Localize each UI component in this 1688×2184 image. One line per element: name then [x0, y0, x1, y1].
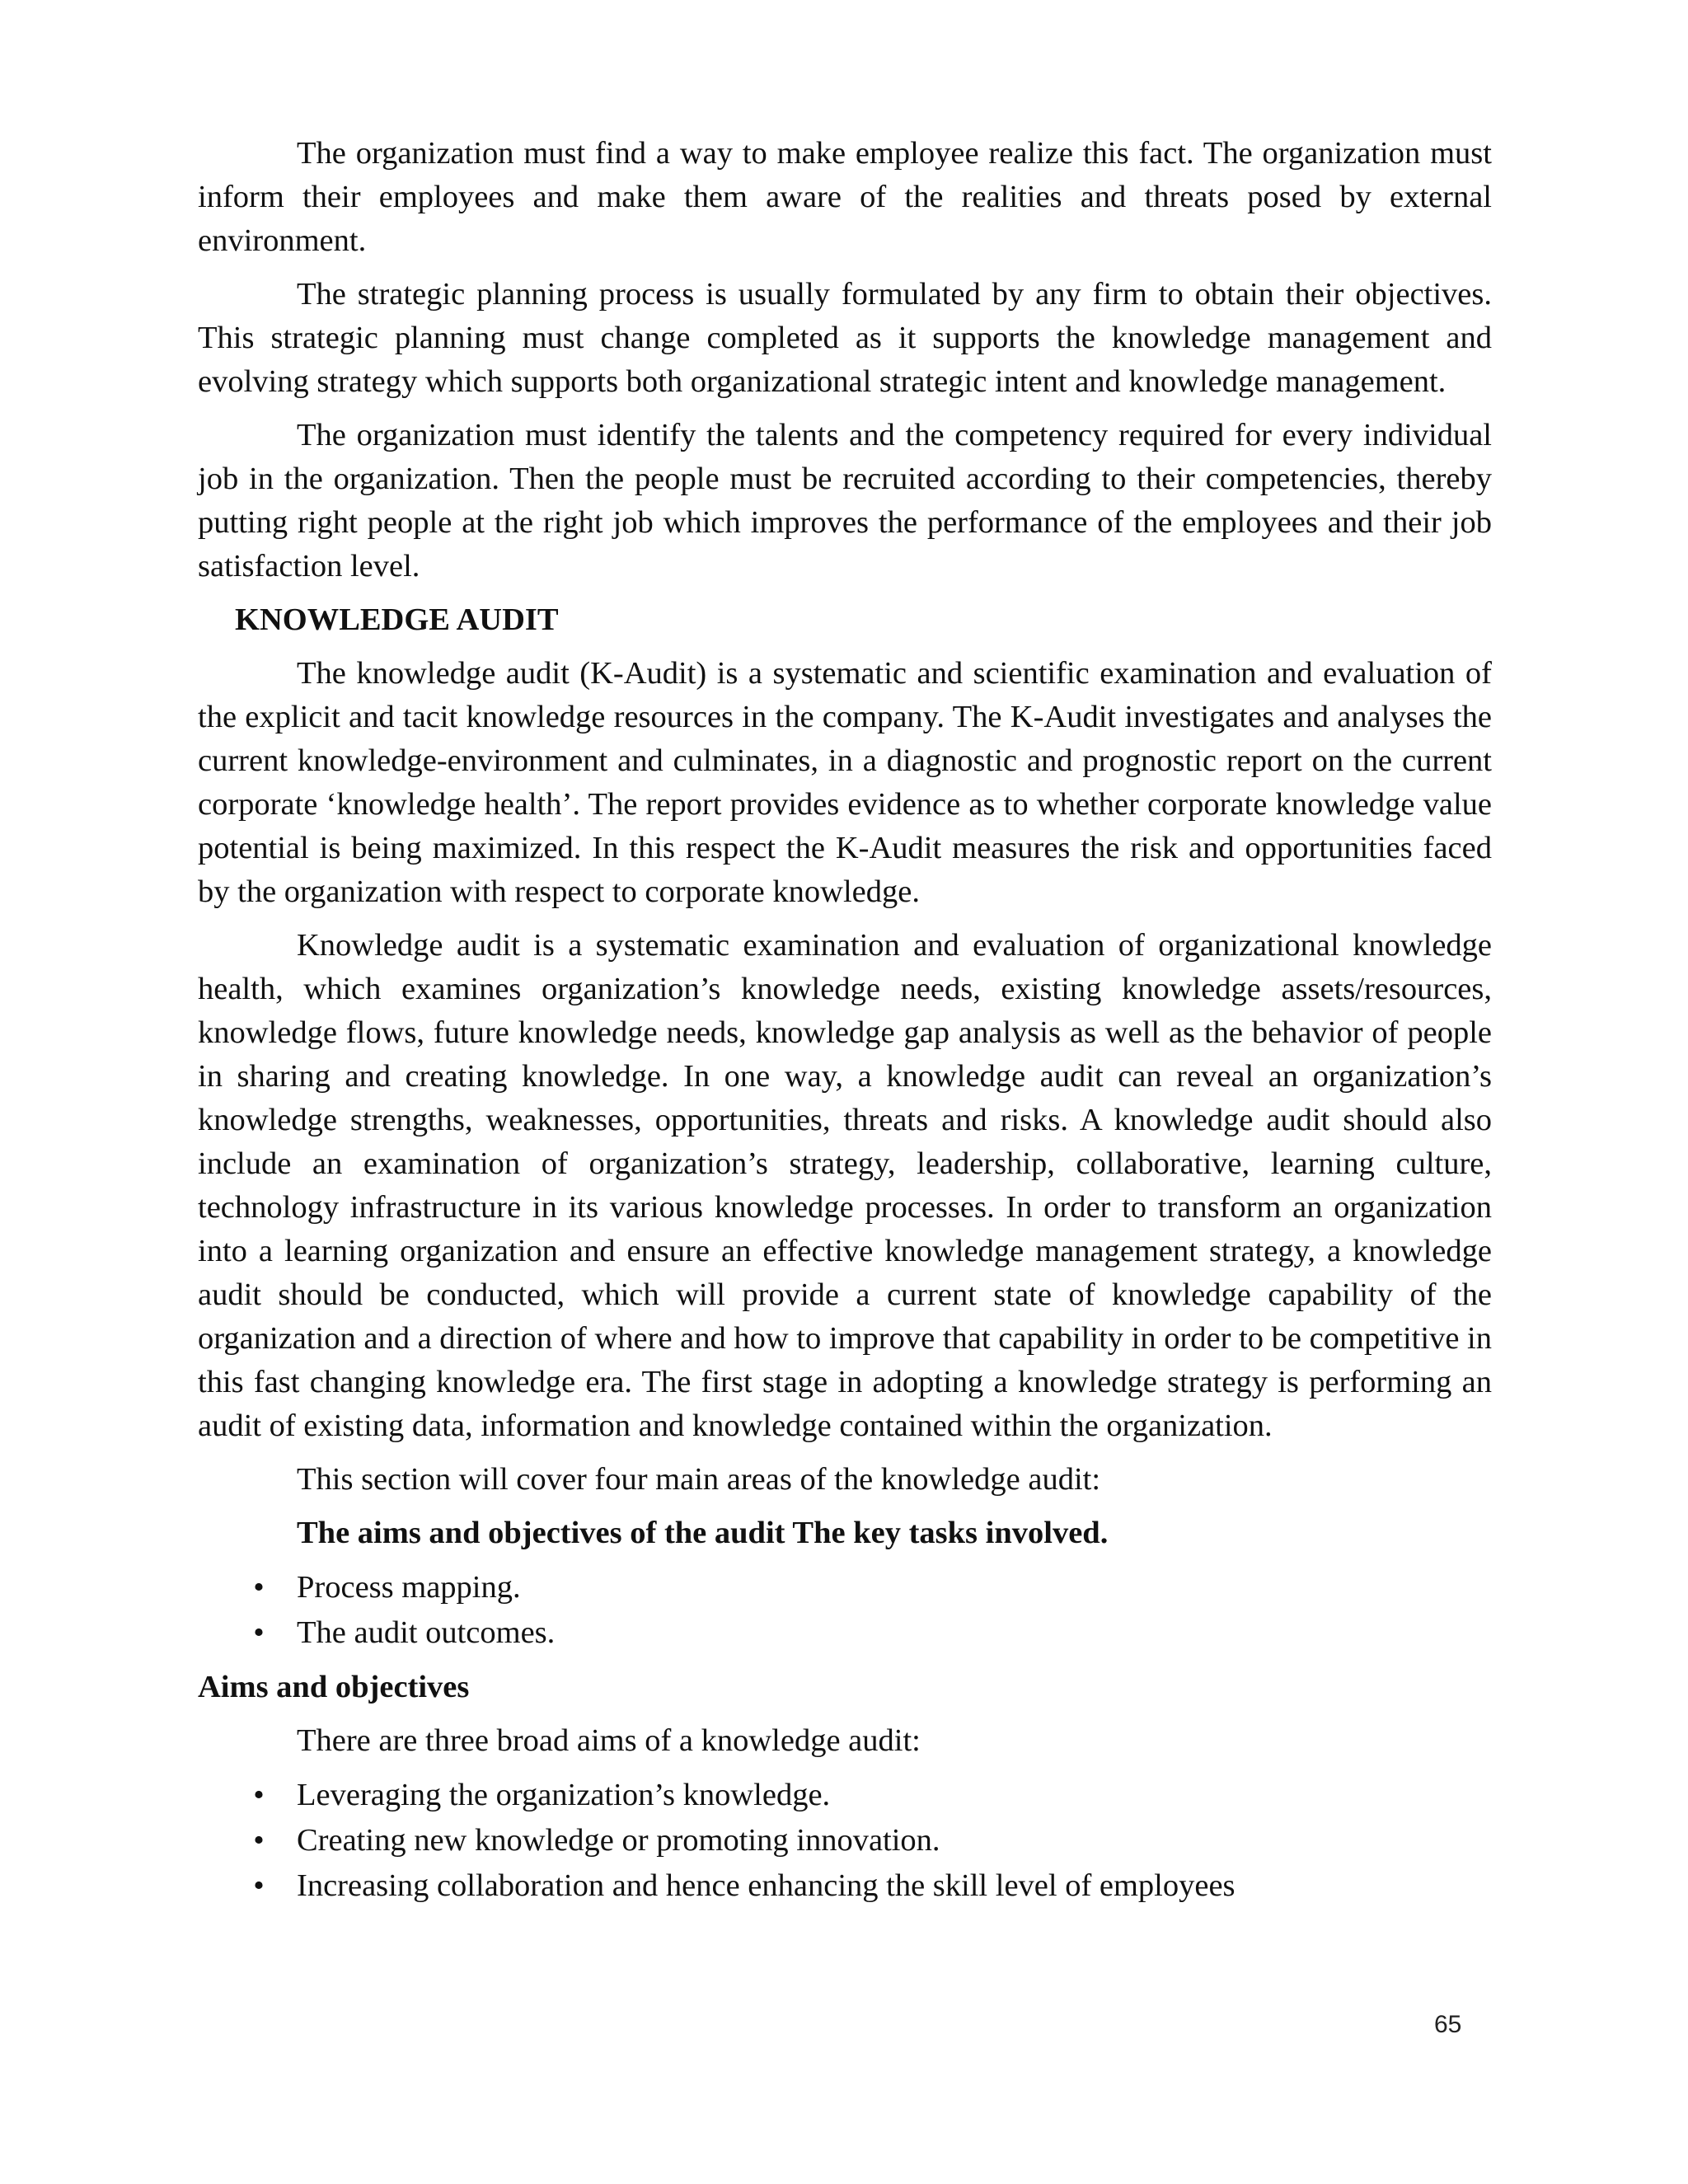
bullet-icon: •	[253, 1615, 265, 1650]
list-item	[198, 1818, 1492, 1863]
list-item-text: Process mapping.	[297, 1570, 521, 1605]
list-item	[198, 1773, 1492, 1818]
bullet-icon: •	[253, 1823, 265, 1858]
list-item	[198, 1863, 1492, 1909]
aims-key-tasks-line: The aims and objectives of the audit The key tasks involved.	[297, 1516, 1109, 1550]
paragraph-talent-competency: The organization must identify the talents and the competency required for every individual job in the organization. Then the people must be recruited according to their competencies, thereby putting right people at the right job which improves the performance of the employees and their job satisfaction level.	[198, 418, 1492, 583]
bullet-icon: •	[253, 1570, 265, 1605]
bullet-icon: •	[253, 1868, 265, 1903]
audit-areas-list	[198, 1565, 1492, 1656]
section-intro: This section will cover four main areas of the knowledge audit:	[297, 1462, 1101, 1497]
aims-intro: There are three broad aims of a knowledge audit:	[297, 1723, 921, 1758]
list-item	[198, 1565, 1492, 1610]
list-item-text: The audit outcomes.	[297, 1615, 556, 1650]
paragraph-k-audit-examination: Knowledge audit is a systematic examination and evaluation of organizational knowledge health, which examines organization’s knowledge needs, existing knowledge assets/resources, knowledge flows, future knowledge needs, knowledge gap analysis as well as the behavior of people in sharing and creating knowledge. In one way, a knowledge audit can reveal an organization’s knowledge strengths, weaknesses, opportunities, threats and risks. A knowledge audit should also include an examination of organization’s strategy, leadership, collaborative, learning culture, technology infrastructure in its various knowledge processes. In order to transform an organization into a learning organization and ensure an effective knowledge management strategy, a knowledge audit should be conducted, which will provide a current state of knowledge capability of the organization and a direction of where and how to improve that capability in order to be competitive in this fast changing knowledge era. The first stage in adopting a knowledge strategy is performing an audit of existing data, information and knowledge contained within the organization.	[198, 928, 1492, 1443]
bullet-icon: •	[253, 1778, 265, 1812]
list-item-text: Leveraging the organization’s knowledge.	[297, 1778, 831, 1812]
aims-list	[198, 1773, 1492, 1909]
page-body	[198, 132, 1492, 1919]
section-heading-knowledge-audit: KNOWLEDGE AUDIT	[235, 602, 559, 637]
list-item	[198, 1610, 1492, 1656]
paragraph-k-audit-definition: The knowledge audit (K-Audit) is a systematic and scientific examination and evaluation of the explicit and tacit knowledge resources in the company. The K-Audit investigates and analyses the current knowledge-environment and culminates, in a diagnostic and prognostic report on the current corporate ‘knowledge health’. The report provides evidence as to whether corporate knowledge value potential is being maximized. In this respect the K-Audit measures the risk and opportunities faced by the organization with respect to corporate knowledge.	[198, 656, 1492, 909]
paragraph-employee-awareness: The organization must find a way to make employee realize this fact. The organization must inform their employees and make them aware of the realities and threats posed by external environment.	[198, 136, 1492, 258]
paragraph-strategic-planning: The strategic planning process is usually formulated by any firm to obtain their objectives. This strategic planning must change completed as it supports the knowledge management and evolving strategy which supports both organizational strategic intent and knowledge management.	[198, 277, 1492, 399]
section-heading-aims: Aims and objectives	[198, 1670, 470, 1704]
page-number: 65	[1434, 2011, 1462, 2038]
list-item-text: Increasing collaboration and hence enhancing the skill level of employees	[297, 1868, 1236, 1903]
list-item-text: Creating new knowledge or promoting innovation.	[297, 1823, 940, 1858]
